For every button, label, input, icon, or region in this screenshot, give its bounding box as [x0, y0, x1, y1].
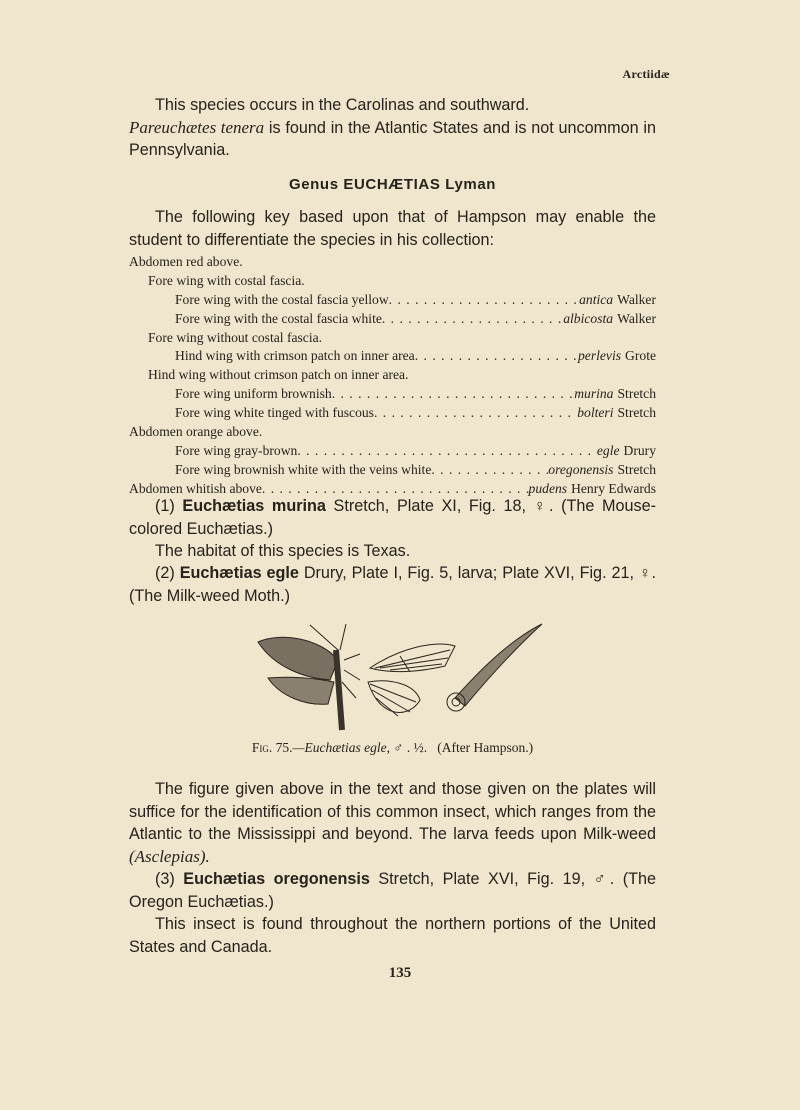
entry-species-name: Euchætias egle	[179, 564, 299, 582]
fore-wing-left	[258, 637, 338, 680]
key-row-text: Fore wing gray-brown	[175, 442, 298, 458]
key-row-species: bolteri	[577, 405, 614, 421]
moth-whole-figure	[258, 624, 360, 730]
key-row-author: Stretch	[617, 386, 656, 402]
leader-dots	[332, 386, 575, 402]
key-row-lead	[175, 348, 578, 364]
key-row-text: Hind wing without crimson patch on inner area.	[148, 367, 409, 383]
hind-wing-left	[268, 677, 334, 704]
key-row-text: Fore wing without costal fascia.	[148, 329, 323, 345]
key-row-text: Fore wing with the costal fascia white	[175, 310, 382, 326]
species-entry-oregonensis	[129, 868, 656, 958]
wing-venation-figures	[368, 644, 455, 716]
entry-number: (2)	[155, 564, 180, 582]
key-row	[129, 462, 656, 481]
leader-dots	[374, 405, 577, 421]
key-row-species: perlevis	[578, 348, 622, 364]
entry-reference: Drury, Plate I, Fig. 5, larva; Plate XVI, Fig. 21, ♀. (The Milk-weed Moth.)	[129, 564, 656, 605]
key-row-species: pudens	[528, 480, 568, 496]
key-row	[129, 292, 656, 311]
intro-paragraph	[129, 94, 656, 162]
key-row-text: Abdomen whitish above	[129, 480, 262, 496]
leader-dots	[431, 462, 548, 478]
key-row-text: Fore wing with the costal fascia yellow	[175, 291, 389, 307]
leader-dots	[415, 348, 578, 364]
key-row-species: albicosta	[563, 310, 614, 326]
key-row-text: Fore wing white tinged with fuscous	[175, 405, 374, 421]
key-row-author: Stretch	[617, 461, 656, 477]
key-row	[129, 348, 656, 367]
moth-body	[336, 650, 342, 730]
identification-key	[129, 254, 656, 500]
key-row	[129, 443, 656, 462]
key-row	[129, 330, 656, 349]
entry-heading	[129, 562, 656, 607]
entry-reference: Stretch, Plate XVI, Fig. 19, ♂. (The Oregon Euchætias.)	[129, 870, 657, 911]
key-row-text: Hind wing with crimson patch on inner area	[175, 348, 415, 364]
entry-habitat: This insect is found throughout the northern portions of the United States and Canada.	[129, 915, 656, 956]
legs	[342, 654, 360, 698]
key-row-lead	[175, 443, 597, 459]
key-row-text: Fore wing with costal fascia.	[148, 272, 305, 288]
key-row-species: antica	[579, 291, 614, 307]
key-row-lead	[175, 311, 563, 327]
entry-heading	[129, 495, 656, 540]
running-head: Arctiidæ	[622, 67, 670, 81]
key-row-text: Abdomen red above.	[129, 254, 243, 269]
entry-number: (1)	[155, 497, 183, 515]
key-row-text: Fore wing uniform brownish	[175, 386, 332, 402]
key-row-lead	[175, 462, 548, 478]
key-row	[129, 311, 656, 330]
genus-heading: Genus EUCHÆTIAS Lyman	[288, 176, 497, 193]
entry-habitat: The habitat of this species is Texas.	[155, 542, 411, 560]
key-row-lead	[175, 292, 579, 308]
species-entry-murina	[129, 495, 656, 563]
key-row	[129, 386, 656, 405]
entry-species-name: Euchætias murina	[182, 497, 326, 515]
caption-source: (After Hampson.)	[437, 740, 534, 755]
key-row-lead	[148, 330, 656, 346]
paragraph-body: The figure given above in the text and those given on the plates will suffice for the identification of this common insect, which ranges from the Atlantic to the Mississippi and beyond. The larva feeds upon Milk-weed	[129, 780, 656, 843]
key-row-author: Walker	[617, 310, 656, 326]
key-row-lead	[175, 386, 574, 402]
figure-paragraph	[129, 778, 656, 868]
page-number: 135	[388, 965, 412, 981]
key-row	[129, 424, 656, 443]
key-row-author: Henry Edwards	[571, 480, 656, 496]
key-row-lead	[148, 367, 656, 383]
key-row-lead	[129, 424, 656, 440]
intro-sentence	[129, 117, 656, 162]
intro-line: This species occurs in the Carolinas and southward.	[155, 96, 530, 114]
key-row	[129, 254, 656, 273]
entry-heading	[129, 868, 656, 913]
hind-wing-venation	[368, 681, 420, 713]
key-row-lead	[175, 405, 577, 421]
key-row-text: Fore wing brownish white with the veins white	[175, 461, 432, 477]
key-row-species: egle	[596, 442, 620, 458]
key-row-species: murina	[574, 386, 614, 402]
key-row-author: Drury	[623, 442, 656, 458]
key-row-author: Grote	[625, 348, 656, 364]
caption-figure-number: Fig. 75.	[251, 740, 293, 755]
key-row-author: Walker	[617, 291, 656, 307]
leader-dots	[389, 292, 579, 308]
caption-species: —Euchætias egle,	[292, 740, 390, 755]
larva-head-figure	[447, 624, 542, 711]
proboscis	[455, 624, 542, 706]
key-row-lead	[148, 273, 656, 289]
leader-dots	[382, 311, 563, 327]
key-row-text: Abdomen orange above.	[129, 424, 263, 440]
key-intro: The following key based upon that of Hampson may enable the student to differentiate the species in his collection:	[129, 208, 656, 249]
moth-illustration	[250, 620, 550, 738]
species-name: Pareuchætes tenera	[129, 117, 265, 137]
key-row-species: oregonensis	[548, 461, 614, 477]
key-row	[129, 405, 656, 424]
entry-species-name: Euchætias oregonensis	[183, 870, 370, 888]
key-row-lead	[129, 254, 656, 270]
paragraph-text	[129, 778, 656, 868]
key-row-author: Stretch	[617, 405, 656, 421]
plant-name: (Asclepias).	[129, 846, 210, 866]
entry-reference: Stretch, Plate XI, Fig. 18, ♀. (The Mouse-colored Euchætias.)	[129, 497, 656, 538]
intro-rest: is found in the Atlantic States and is not uncommon in Pennsylvania.	[129, 118, 656, 159]
entry-number: (3)	[155, 870, 184, 888]
leader-dots	[297, 443, 597, 459]
key-row	[129, 273, 656, 292]
species-entry-egle	[129, 562, 656, 607]
figure-caption	[129, 740, 656, 756]
key-row	[129, 367, 656, 386]
caption-sex: ♂ . ½.	[389, 740, 428, 755]
